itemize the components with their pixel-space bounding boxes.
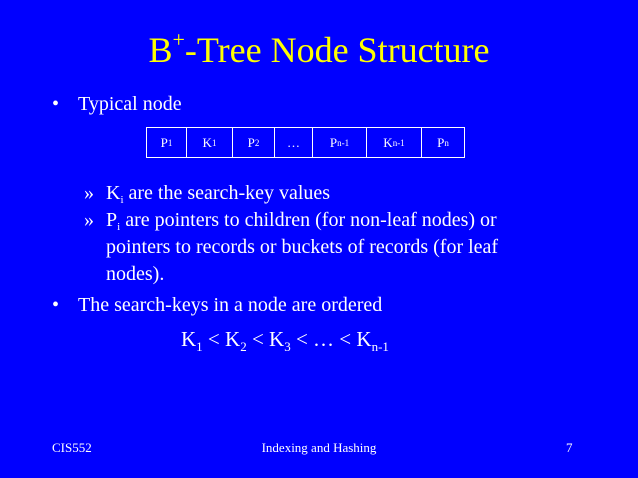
- ordering-formula: $K_1 < K_2 < K_3$ < … < $K_{n-1}$: [181, 327, 389, 354]
- sub-bullet-marker: »: [84, 182, 94, 204]
- bullet-marker: •: [52, 294, 60, 316]
- sub-bullet-text: $P_i$ are pointers to children (for non-leaf nodes) or pointers to records or buckets of records (for leaf nodes).: [106, 209, 499, 285]
- node-cell-pn-1: P n-1: [313, 128, 367, 157]
- sub-bullet-marker: »: [84, 209, 94, 231]
- sub-bullet-text: $K_i$ are the search-key values: [106, 182, 331, 206]
- title-superscript: +: [172, 27, 185, 52]
- bullet-text: The search-keys in a node are ordered: [78, 294, 383, 316]
- node-cell-pn: P n: [437, 134, 449, 150]
- footer-topic: Indexing and Hashing: [261, 440, 377, 455]
- node-cell-ellipsis: …: [275, 128, 313, 157]
- footer-course: CIS552: [52, 440, 92, 455]
- node-cell-k1: K 1: [187, 128, 233, 157]
- node-cell-p1: P 1: [147, 128, 187, 157]
- page-number: 7: [566, 440, 573, 455]
- slide-title: B+-Tree Node Structure: [148, 27, 490, 70]
- node-cell-p2: P 2: [233, 128, 275, 157]
- bullet-marker: •: [52, 93, 60, 115]
- node-structure-diagram: [146, 127, 465, 158]
- bullet-text: Typical node: [78, 93, 182, 115]
- node-cell-kn-1: K n-1: [367, 128, 422, 157]
